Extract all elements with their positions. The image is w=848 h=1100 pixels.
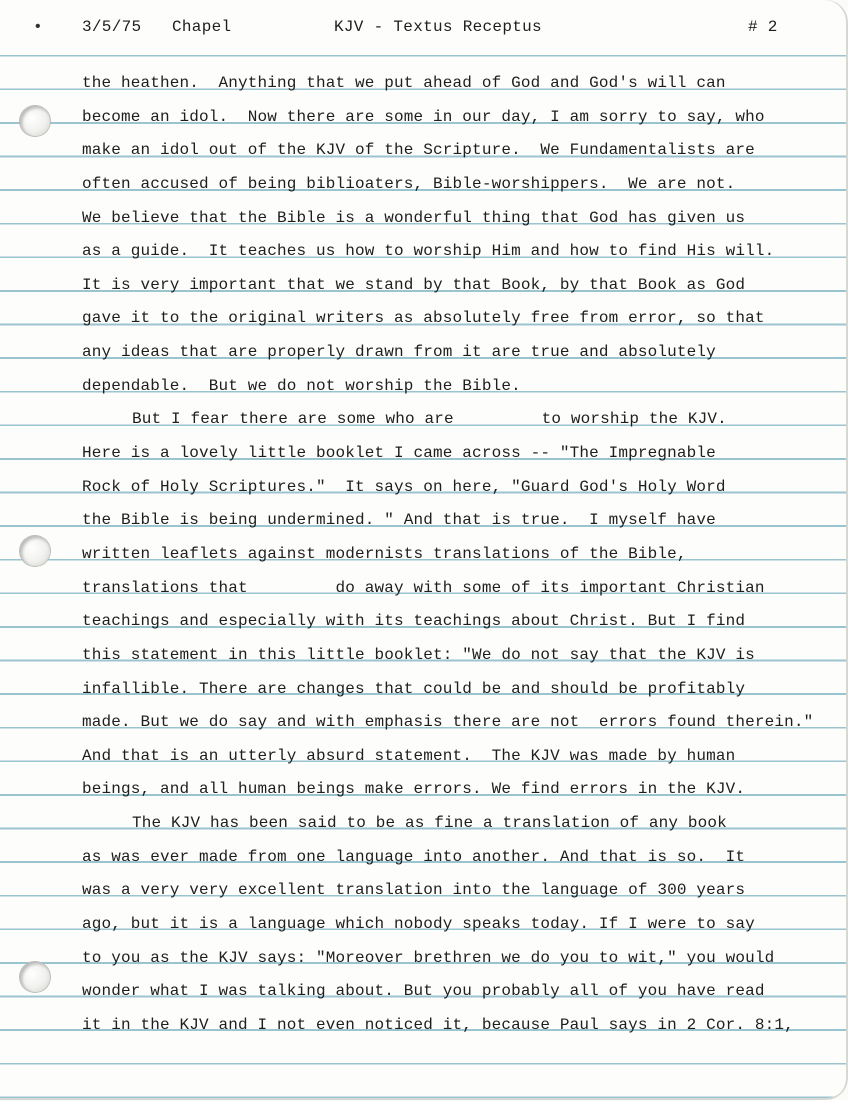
text-line: it in the KJV and I not even noticed it, because Paul says in 2 Cor. 8:1, [82,1015,794,1034]
text-line: written leaflets against modernists translations of the Bible, [82,544,687,563]
text-line: often accused of being biblioaters, Bible-worshippers. We are not. [82,174,736,193]
text-line: translations that do away with some of its important Christian [82,578,765,597]
text-line: We believe that the Bible is a wonderful thing that God has given us [82,208,746,227]
text-line: The KJV has been said to be as fine a translation of any book [132,814,727,833]
header-venue: Chapel [172,18,232,36]
binder-hole-middle [20,536,50,566]
text-line: But I fear there are some who are to worship the KJV. [132,410,727,429]
binder-hole-top [20,106,50,136]
header-page-number: # 2 [748,18,778,36]
text-line: made. But we do say and with emphasis there are not errors found therein." [82,713,814,732]
header-date: 3/5/75 [82,18,142,36]
text-line: teachings and especially with its teachings about Christ. But I find [82,612,746,631]
text-line: Here is a lovely little booklet I came across -- "The Impregnable [82,444,716,463]
text-line: dependable. But we do not worship the Bible. [82,376,521,395]
text-line: any ideas that are properly drawn from it are true and absolutely [82,343,716,362]
text-line: It is very important that we stand by that Book, by that Book as God [82,275,746,294]
text-line: wonder what I was talking about. But you probably all of you have read [82,982,765,1001]
text-line: was a very very excellent translation into the language of 300 years [82,881,746,900]
text-line: as a guide. It teaches us how to worship Him and how to find His will. [82,242,775,261]
header-title: KJV - Textus Receptus [334,18,542,36]
text-line: as was ever made from one language into another. And that is so. It [82,847,746,866]
text-line: And that is an utterly absurd statement. The KJV was made by human [82,746,736,765]
text-line: to you as the KJV says: "Moreover brethren we do you to wit," you would [82,948,775,967]
text-line: ago, but it is a language which nobody speaks today. If I were to say [82,915,755,934]
binder-hole-bottom [20,962,50,992]
text-line: the Bible is being undermined. " And that is true. I myself have [82,511,716,530]
text-line: become an idol. Now there are some in our day, I am sorry to say, who [82,107,765,126]
text-line: beings, and all human beings make errors. We find errors in the KJV. [82,780,746,799]
text-line: this statement in this little booklet: "We do not say that the KJV is [82,645,755,664]
text-line: gave it to the original writers as absolutely free from error, so that [82,309,765,328]
pen-mark: • [33,18,43,36]
text-line: the heathen. Anything that we put ahead of God and God's will can [82,74,726,92]
body-text [82,67,842,1043]
text-line: make an idol out of the KJV of the Scripture. We Fundamentalists are [82,141,755,160]
text-line: infallible. There are changes that could be and should be profitably [82,679,746,698]
text-line: Rock of Holy Scriptures." It says on here, "Guard God's Holy Word [82,477,726,496]
